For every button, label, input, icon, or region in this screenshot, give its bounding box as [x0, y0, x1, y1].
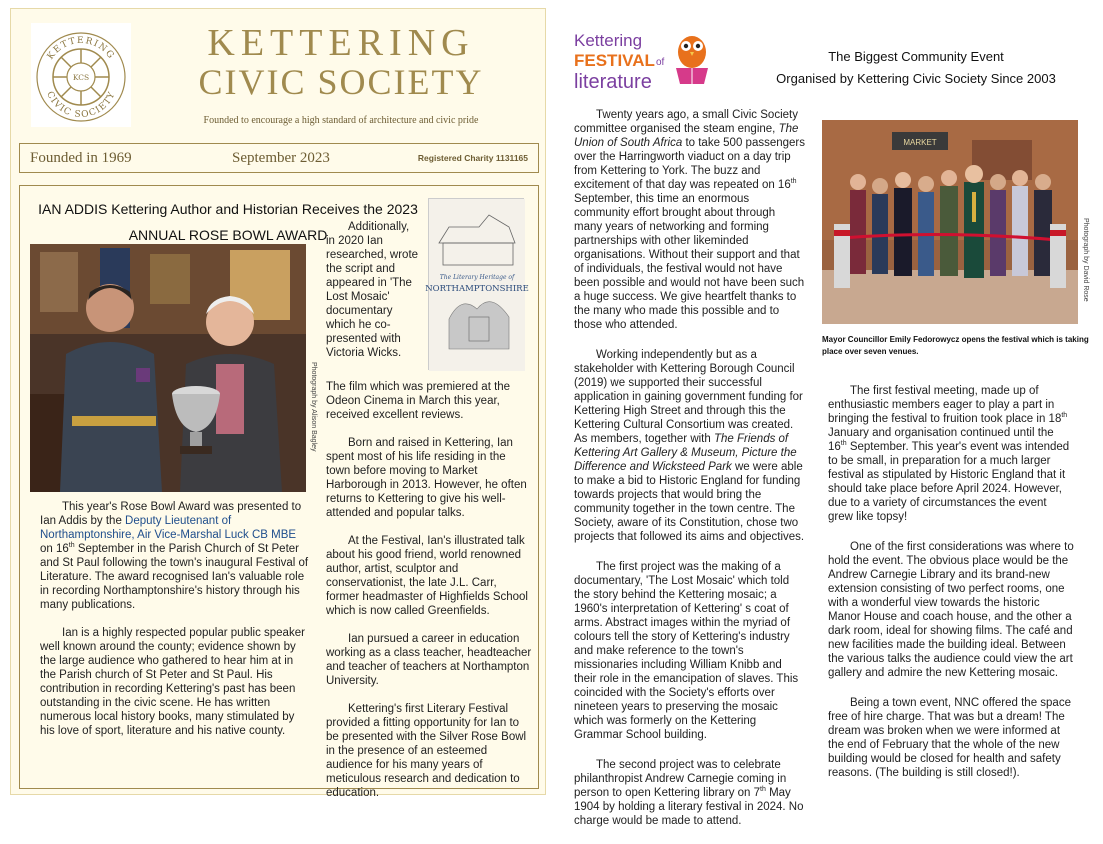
text-run: to take 500 passengers over the Harringworth viaduct on a day trip from Kettering to York. The buzz and excitement of that day was repeated on 16	[574, 137, 805, 191]
article-paragraph	[828, 384, 1074, 524]
text-run: The first festival meeting, made up of enthusiastic members eager to play a part in bringing the festival to fruition took place in 18	[828, 385, 1062, 425]
logo-kettering: Kettering	[574, 31, 643, 50]
crowd	[850, 165, 1052, 278]
article-paragraph: Ian is a highly respected popular public speaker well known around the county; evidence shown by the large audience who gathered to hear him at in the Parish church of St Peter and St Paul. His contribution in recording Kettering's past has been outstanding in the civic scene. He has written numerous local history books, many stimulated by his love of sport, literature and his native county.	[40, 627, 305, 737]
festival-opening-photo	[822, 120, 1078, 324]
charity-number: Registered Charity 1131165	[417, 153, 528, 163]
festival-owl-logo-icon	[570, 22, 716, 94]
logo-literature: literature	[574, 71, 652, 93]
seal-top-text: KETTERING	[45, 35, 117, 62]
text-run: Twenty years ago, a small Civic Society committee organised the steam engine,	[574, 109, 798, 135]
award-photo	[30, 244, 306, 492]
masthead-title-line2: CIVIC SOCIETY	[198, 62, 484, 102]
festival-logo	[570, 22, 716, 94]
article-paragraph: Kettering's first Literary Festival provided a fitting opportunity for Ian to be presented with the Silver Rose Bowl in the presence of an esteemed audience for his many years of meticulous research and dedication to education.	[326, 703, 527, 799]
ordinal-suffix: th	[790, 178, 797, 186]
text-run: The second project was to celebrate philanthropist Andrew Carnegie coming in person to open Kettering library on 7	[574, 759, 787, 799]
article-paragraph: Ian pursued a career in education working as a class teacher, headteacher and teacher of teachers at Northampton University.	[326, 633, 532, 687]
text-run: Working independently but as a stakeholder with Kettering Borough Council (2019) we supported their successful application in gaining government funding for Kettering High Street and through this the Kettering Cultural Consortium was created. As members, together with	[574, 349, 803, 445]
headline-line2: ANNUAL ROSE BOWL AWARD	[128, 227, 328, 243]
founded-year: Founded in 1969	[30, 150, 132, 166]
rose-bowl-article	[19, 185, 539, 799]
event-title-line1: The Biggest Community Event	[828, 49, 1004, 64]
ordinal-suffix: th	[760, 786, 766, 794]
text-run: January and organisation continued until the 16	[828, 427, 1054, 453]
article-paragraph: Additionally, in 2020 Ian researched, wrote the script and appeared in 'The Lost Mosaic' documentary which he co-presented with Victoria Wicks.	[326, 221, 419, 359]
festival-column-2	[828, 384, 1074, 796]
italic-run: The Friends of Kettering Art Gallery & Museum, Picture the Difference and Wicksteed Park	[574, 433, 797, 473]
festival-column-1	[574, 108, 806, 844]
text-run: May 1904 by holding a literary festival in 2024. No charge would be made to attend.	[574, 787, 804, 827]
book-cover-image	[425, 198, 529, 370]
text-run: we were able to make a bid to Historic England for funding towards projects that would bring the community together in the town centre. The Society, aware of its Constitution, chose two projects that followed its aims and objectives.	[574, 461, 805, 543]
article-paragraph: At the Festival, Ian's illustrated talk about his good friend, world renowned author, artist, sculptor and conservationist, the late J.L. Carr, former headmaster of Highfields School which is now called Greenfields.	[326, 535, 528, 617]
photo-caption: Mayor Councillor Emily Fedorowycz opens the festival which is taking place over seven venues.	[822, 335, 1089, 356]
newsletter-right-page	[556, 8, 1100, 827]
masthead-tagline: Founded to encourage a high standard of architecture and civic pride	[203, 115, 479, 126]
article-paragraph: The first project was the making of a documentary, 'The Lost Mosaic' which told the story behind the Kettering mosaic; a 1960's interpretation of Kettering' s coat of arms. Abstract images within the myriad of colours tell the story of Kettering's industry and make reference to the town's missionaries including William Knibb and their role in the emancipation of slaves. This coincided with the Society's efforts over nineteen years to preserving the mosaic which was formerly on the Kettering Grammar School building.	[574, 561, 799, 741]
article-column-a	[40, 500, 312, 752]
award-photo-image	[30, 244, 306, 492]
text-run: This year's Rose Bowl Award was presented to Ian Addis by the	[40, 501, 302, 527]
photo-credit-david: Photograph by David Rose	[1082, 218, 1089, 302]
logo-of: of	[656, 57, 665, 68]
newsletter-left-page	[10, 8, 546, 799]
issue-info-bar	[19, 143, 539, 173]
masthead	[11, 9, 547, 141]
seal-center-text: KCS	[72, 73, 90, 82]
issue-date: September 2023	[232, 150, 330, 166]
society-seal-logo	[31, 23, 131, 127]
article-column-b	[326, 380, 532, 814]
headline-line1: IAN ADDIS Kettering Author and Historian Receives the 2023	[38, 201, 418, 217]
festival-photo-image	[822, 120, 1078, 324]
seal-bottom-text: CIVIC SOCIETY	[44, 90, 118, 121]
photo-credit-alison: Photograph by Alison Bagley	[310, 362, 317, 452]
text-run: September in the Parish Church of St Peter and St Paul following the town's inaugural Festival of Literature. The award recognised Ian's valuable role in recording Northamptonshire's history through his many publications.	[40, 543, 309, 611]
article-paragraph: One of the first considerations was where to hold the event. The obvious place would be the Andrew Carnegie Library and its brand-new extension consisting of two perfect rooms, one with a wonderful view towards the historic Manor House and coach house, and the other a dark room, ideal for showing films. The café and new facilities made the building ideal. Between the various talks the audience could view the art gallery and admire the new Kettering mosaic.	[828, 541, 1074, 679]
deputy-lieutenant-text: Deputy Lieutenant of Northamptonshire, Air Vice-Marshal Luck CB MBE	[40, 515, 297, 541]
article-paragraph: Born and raised in Kettering, Ian spent most of his life residing in the town before moving to Market Harborough in 2013. However, he often returns to Kettering to give his well-attended and popular talks.	[326, 437, 527, 519]
logo-festival: FESTIVAL	[574, 51, 655, 70]
ordinal-suffix: th	[1061, 412, 1068, 420]
ordinal-suffix: th	[840, 440, 847, 448]
event-title-line2: Organised by Kettering Civic Society Since 2003	[776, 71, 1056, 86]
book-subtitle: The Literary Heritage of	[439, 274, 515, 281]
article-paragraph	[574, 348, 806, 544]
text-run: September. This year's event was intended to be small, in preparation for a much larger festival as stipulated by Historic England that it should take place before April 2024. However, due to a variety of circumstances the event grew like topsy!	[828, 441, 1070, 523]
book-title: NORTHAMPTONSHIRE	[425, 284, 529, 294]
masthead-title-line1: KETTERING	[207, 22, 475, 64]
article-paragraph	[40, 500, 312, 612]
article-paragraph	[574, 108, 806, 332]
festival-event-title	[746, 46, 1086, 90]
article-paragraph: Being a town event, NNC offered the space free of hire charge. That was but a dream! The dream was broken when we were informed at the end of February that the whole of the new building would be closed for health and safety reasons. (The building is still closed!).	[828, 697, 1071, 779]
ordinal-suffix: th	[68, 542, 75, 550]
italic-run: The Union of South Africa	[574, 123, 799, 149]
article-paragraph: The film which was premiered at the Odeon Cinema in March this year, received excellent reviews.	[326, 381, 511, 421]
text-run: September, this time an enormous community effort brought about through many years of networking and forming partnerships with other likeminded organisations. Without their support and that of individuals, the festival would not have been possible and would not have been such a huge success. We give heartfelt thanks to the many who made this possible and to those who attended.	[574, 193, 805, 331]
text-run: on 16	[40, 543, 69, 555]
photo-market-sign: MARKET	[903, 138, 937, 147]
seal-icon	[31, 23, 131, 127]
article-column-b-top	[326, 220, 420, 360]
article-paragraph	[574, 758, 806, 828]
book-cover-illustration	[425, 199, 529, 371]
